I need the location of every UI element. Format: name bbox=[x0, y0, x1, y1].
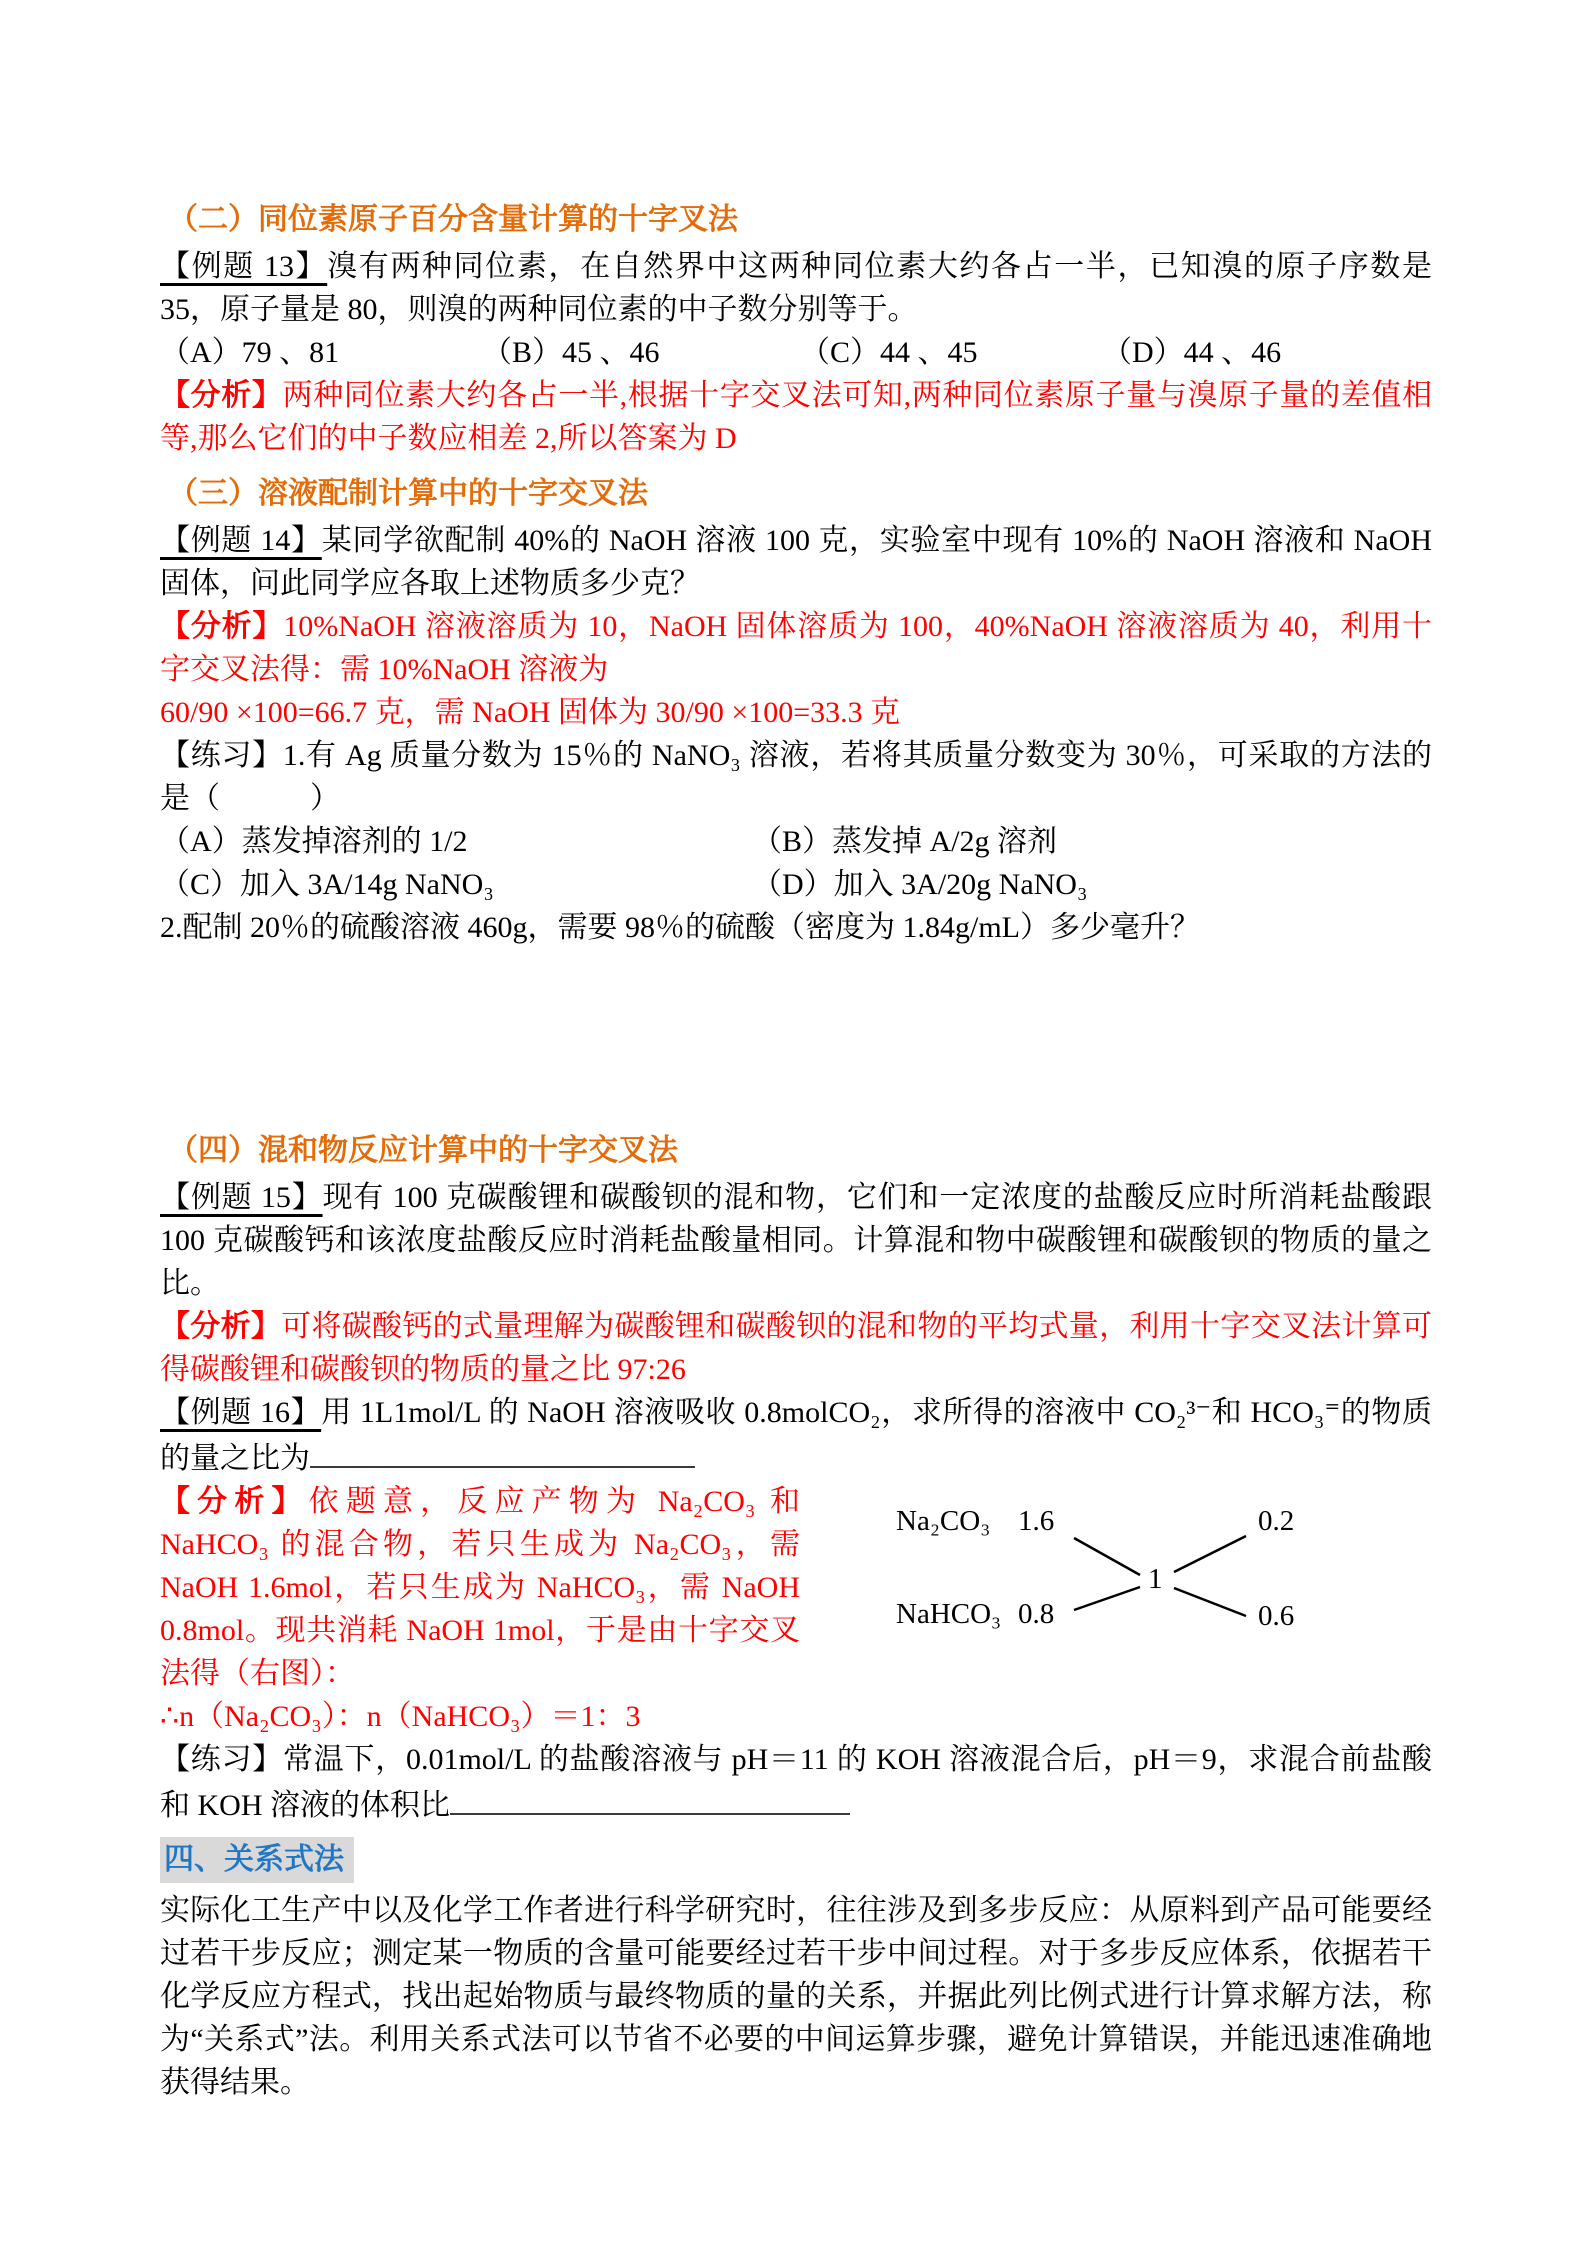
analysis-14-line2-paragraph bbox=[160, 691, 1432, 734]
practice-1-label: 【练习】 bbox=[160, 739, 283, 772]
cross-line-center-to-topright bbox=[1174, 1536, 1246, 1572]
fill-in-blank bbox=[310, 1434, 695, 1468]
diagram-center-value: 1 bbox=[1148, 1563, 1163, 1595]
analysis-13-label: 【分析】 bbox=[160, 379, 283, 412]
cross-diagram-column bbox=[800, 1480, 1432, 1640]
diagram-top-left-label: Na₂CO₃ bbox=[896, 1505, 991, 1537]
option-d: （D）加入 3A/20g NaNO₃ bbox=[752, 868, 1088, 901]
analysis-14-label: 【分析】 bbox=[160, 610, 284, 643]
analysis-16-conclusion: ∴n（Na₂CO₃）：n（NaHCO₃）＝1：3 bbox=[160, 1700, 641, 1733]
example-14-paragraph bbox=[160, 519, 1432, 605]
analysis-16-block bbox=[160, 1480, 1432, 1738]
diagram-bottom-left-value: 0.8 bbox=[1018, 1598, 1055, 1630]
example-16-paragraph bbox=[160, 1391, 1432, 1480]
cross-line-bottomleft-to-center bbox=[1074, 1587, 1140, 1610]
diagram-top-right-value: 0.2 bbox=[1258, 1505, 1295, 1537]
option-a: （A）蒸发掉溶剂的 1/2 bbox=[160, 825, 468, 858]
practice-1-question: 1.有 Ag 质量分数为 15％的 NaNO₃ 溶液，若将其质量分数变为 30％，可采取的方法的是（ ） bbox=[160, 739, 1433, 815]
option-c: （C）44 、45 bbox=[800, 336, 978, 369]
practice-1-options-ab bbox=[160, 820, 1432, 863]
example-13-paragraph bbox=[160, 245, 1432, 331]
document-content bbox=[160, 186, 1432, 2104]
option-c: （C）加入 3A/14g NaNO₃ bbox=[160, 868, 494, 901]
example-14-label: 【例题 14】 bbox=[160, 524, 322, 557]
analysis-15-paragraph bbox=[160, 1305, 1432, 1391]
relation-body-paragraph: 实际化工生产中以及化学工作者进行科学研究时，往往涉及到多步反应：从原料到产品可能要经过若干步反应；测定某一物质的含量可能要经过若干步中间过程。对于多步反应体系，依据若干化学反应方程式，找出起始物质与最终物质的量的关系，并据此列比例式进行计算求解方法，称为“关系式”法。利用关系式法可以节省不必要的中间运算步骤，避免计算错误，并能迅速准确地获得结果。 bbox=[160, 1894, 1432, 2099]
example-13-text: 溴有两种同位素，在自然界中这两种同位素大约各占一半，已知溴的原子序数是 35，原子量是 80，则溴的两种同位素的中子数分别等于。 bbox=[160, 250, 1433, 326]
analysis-14-line2: 60/90 ×100=66.7 克，需 NaOH 固体为 30/90 ×100=33.3 克 bbox=[160, 696, 901, 729]
practice-1-options-cd bbox=[160, 863, 1432, 906]
example-16-label: 【例题 16】 bbox=[160, 1396, 322, 1429]
practice-3-paragraph bbox=[160, 1738, 1432, 1827]
diagram-bottom-left-label: NaHCO₃ bbox=[896, 1598, 1002, 1630]
analysis-15-text: 可将碳酸钙的式量理解为碳酸锂和碳酸钡的混和物的平均式量，利用十字交叉法计算可得碳酸锂和碳酸钡的物质的量之比 97:26 bbox=[160, 1310, 1432, 1386]
example-15-label: 【例题 15】 bbox=[160, 1181, 323, 1214]
option-b: （B）蒸发掉 A/2g 溶剂 bbox=[752, 825, 1058, 858]
cross-line-center-to-bottomright bbox=[1174, 1588, 1246, 1616]
empty-space bbox=[160, 949, 1432, 1117]
cross-multiplication-diagram bbox=[896, 1490, 1336, 1640]
example-13-label: 【例题 13】 bbox=[160, 250, 328, 283]
option-a: （A）79 、81 bbox=[160, 336, 340, 369]
practice-2-question: 2.配制 20％的硫酸溶液 460g，需要 98％的硫酸（密度为 1.84g/mL）多少毫升？ bbox=[160, 911, 1200, 944]
analysis-14-paragraph bbox=[160, 605, 1432, 691]
section-heading-solution: （三）溶液配制计算中的十字交叉法 bbox=[168, 477, 648, 510]
analysis-15-label: 【分析】 bbox=[160, 1310, 282, 1343]
option-d: （D）44 、46 bbox=[1102, 336, 1282, 369]
cross-line-topleft-to-center bbox=[1074, 1538, 1140, 1575]
section-heading-mixture: （四）混和物反应计算中的十字交叉法 bbox=[168, 1134, 678, 1167]
section-heading-relation: 四、关系式法 bbox=[160, 1837, 354, 1883]
fill-in-blank bbox=[450, 1781, 850, 1815]
analysis-16-text: 依题意，反应产物为 Na₂CO₃ 和 NaHCO₃ 的混合物，若只生成为 Na₂CO₃，需 NaOH 1.6mol，若只生成为 NaHCO₃，需 NaOH 0.8mol。现共消耗 NaOH 1mol，于是由十字交叉法得（右图）： bbox=[160, 1485, 801, 1690]
analysis-14-line1: 10%NaOH 溶液溶质为 10，NaOH 固体溶质为 100，40%NaOH 溶液溶质为 40，利用十字交叉法得：需 10%NaOH 溶液为 bbox=[160, 610, 1433, 686]
analysis-16-label: 【分析】 bbox=[160, 1485, 309, 1518]
section-heading-isotope: （二）同位素原子百分含量计算的十字叉法 bbox=[168, 203, 738, 236]
analysis-13-paragraph bbox=[160, 374, 1432, 460]
example-15-text: 现有 100 克碳酸锂和碳酸钡的混和物，它们和一定浓度的盐酸反应时所消耗盐酸跟 100 克碳酸钙和该浓度盐酸反应时消耗盐酸量相同。计算混和物中碳酸锂和碳酸钡的物质的量之比。 bbox=[160, 1181, 1433, 1300]
diagram-bottom-right-value: 0.6 bbox=[1258, 1600, 1295, 1632]
option-b: （B）45 、46 bbox=[482, 336, 660, 369]
practice-3-text: 常温下，0.01mol/L 的盐酸溶液与 pH＝11 的 KOH 溶液混合后，pH＝9，求混合前盐酸和 KOH 溶液的体积比 bbox=[160, 1743, 1432, 1822]
example-13-options bbox=[160, 331, 1432, 374]
analysis-16-paragraph bbox=[160, 1480, 800, 1695]
example-15-paragraph bbox=[160, 1176, 1432, 1305]
practice-1-paragraph bbox=[160, 734, 1432, 820]
analysis-16-text-column bbox=[160, 1480, 800, 1738]
analysis-13-text: 两种同位素大约各占一半,根据十字交叉法可知,两种同位素原子量与溴原子量的差值相等,那么它们的中子数应相差 2,所以答案为 D bbox=[160, 379, 1433, 455]
diagram-top-left-value: 1.6 bbox=[1018, 1505, 1055, 1537]
practice-3-label: 【练习】 bbox=[160, 1743, 283, 1776]
example-16-text: 用 1L1mol/L 的 NaOH 溶液吸收 0.8molCO₂，求所得的溶液中 CO₂³⁻和 HCO₃⁼的物质的量之比为 bbox=[160, 1396, 1432, 1475]
practice-2-paragraph bbox=[160, 906, 1432, 949]
example-14-text: 某同学欲配制 40%的 NaOH 溶液 100 克，实验室中现有 10%的 NaOH 溶液和 NaOH 固体，问此同学应各取上述物质多少克？ bbox=[160, 524, 1432, 600]
